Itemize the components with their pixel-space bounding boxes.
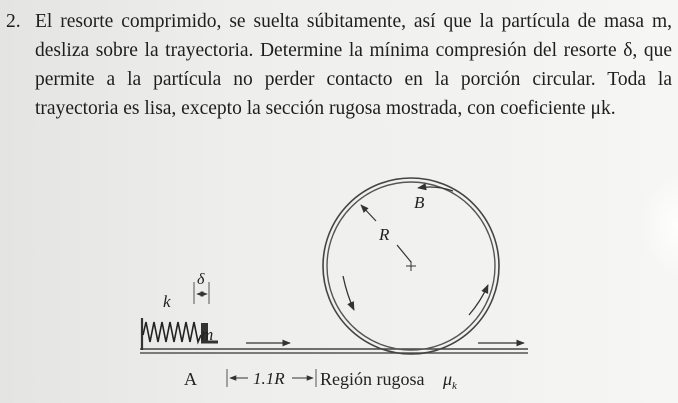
spring: [143, 322, 201, 342]
radius-line-lower: [397, 245, 411, 262]
label-mu: [442, 369, 458, 392]
label-distance: 1.1R: [253, 369, 285, 388]
label-R: R: [379, 225, 390, 244]
label-k: k: [163, 292, 171, 311]
left-direction-arrow: [343, 276, 354, 310]
label-mu-sub: k: [452, 380, 457, 392]
label-delta: δ: [197, 271, 205, 288]
label-mu-symbol: μ: [443, 369, 453, 389]
right-direction-arrow: [469, 285, 488, 315]
label-m: m: [201, 325, 214, 344]
problem-number: 2.: [6, 11, 21, 32]
radius-line-upper: [361, 205, 376, 221]
label-A: A: [184, 369, 197, 389]
problem-text: El resorte comprimido, se suelta súbitamente, así que la partícula de masa m, desliza sobre la trayectoria. Determine la mínima compresión del resorte δ, que permite a la partícula no perder contacto en la porción circular. Toda la trayectoria es lisa, excepto la sección rugosa mostrada, con coeficiente μk.: [35, 11, 672, 119]
paper-sheen: [638, 170, 678, 280]
label-B: B: [414, 193, 425, 212]
label-region: Región rugosa: [320, 369, 425, 389]
